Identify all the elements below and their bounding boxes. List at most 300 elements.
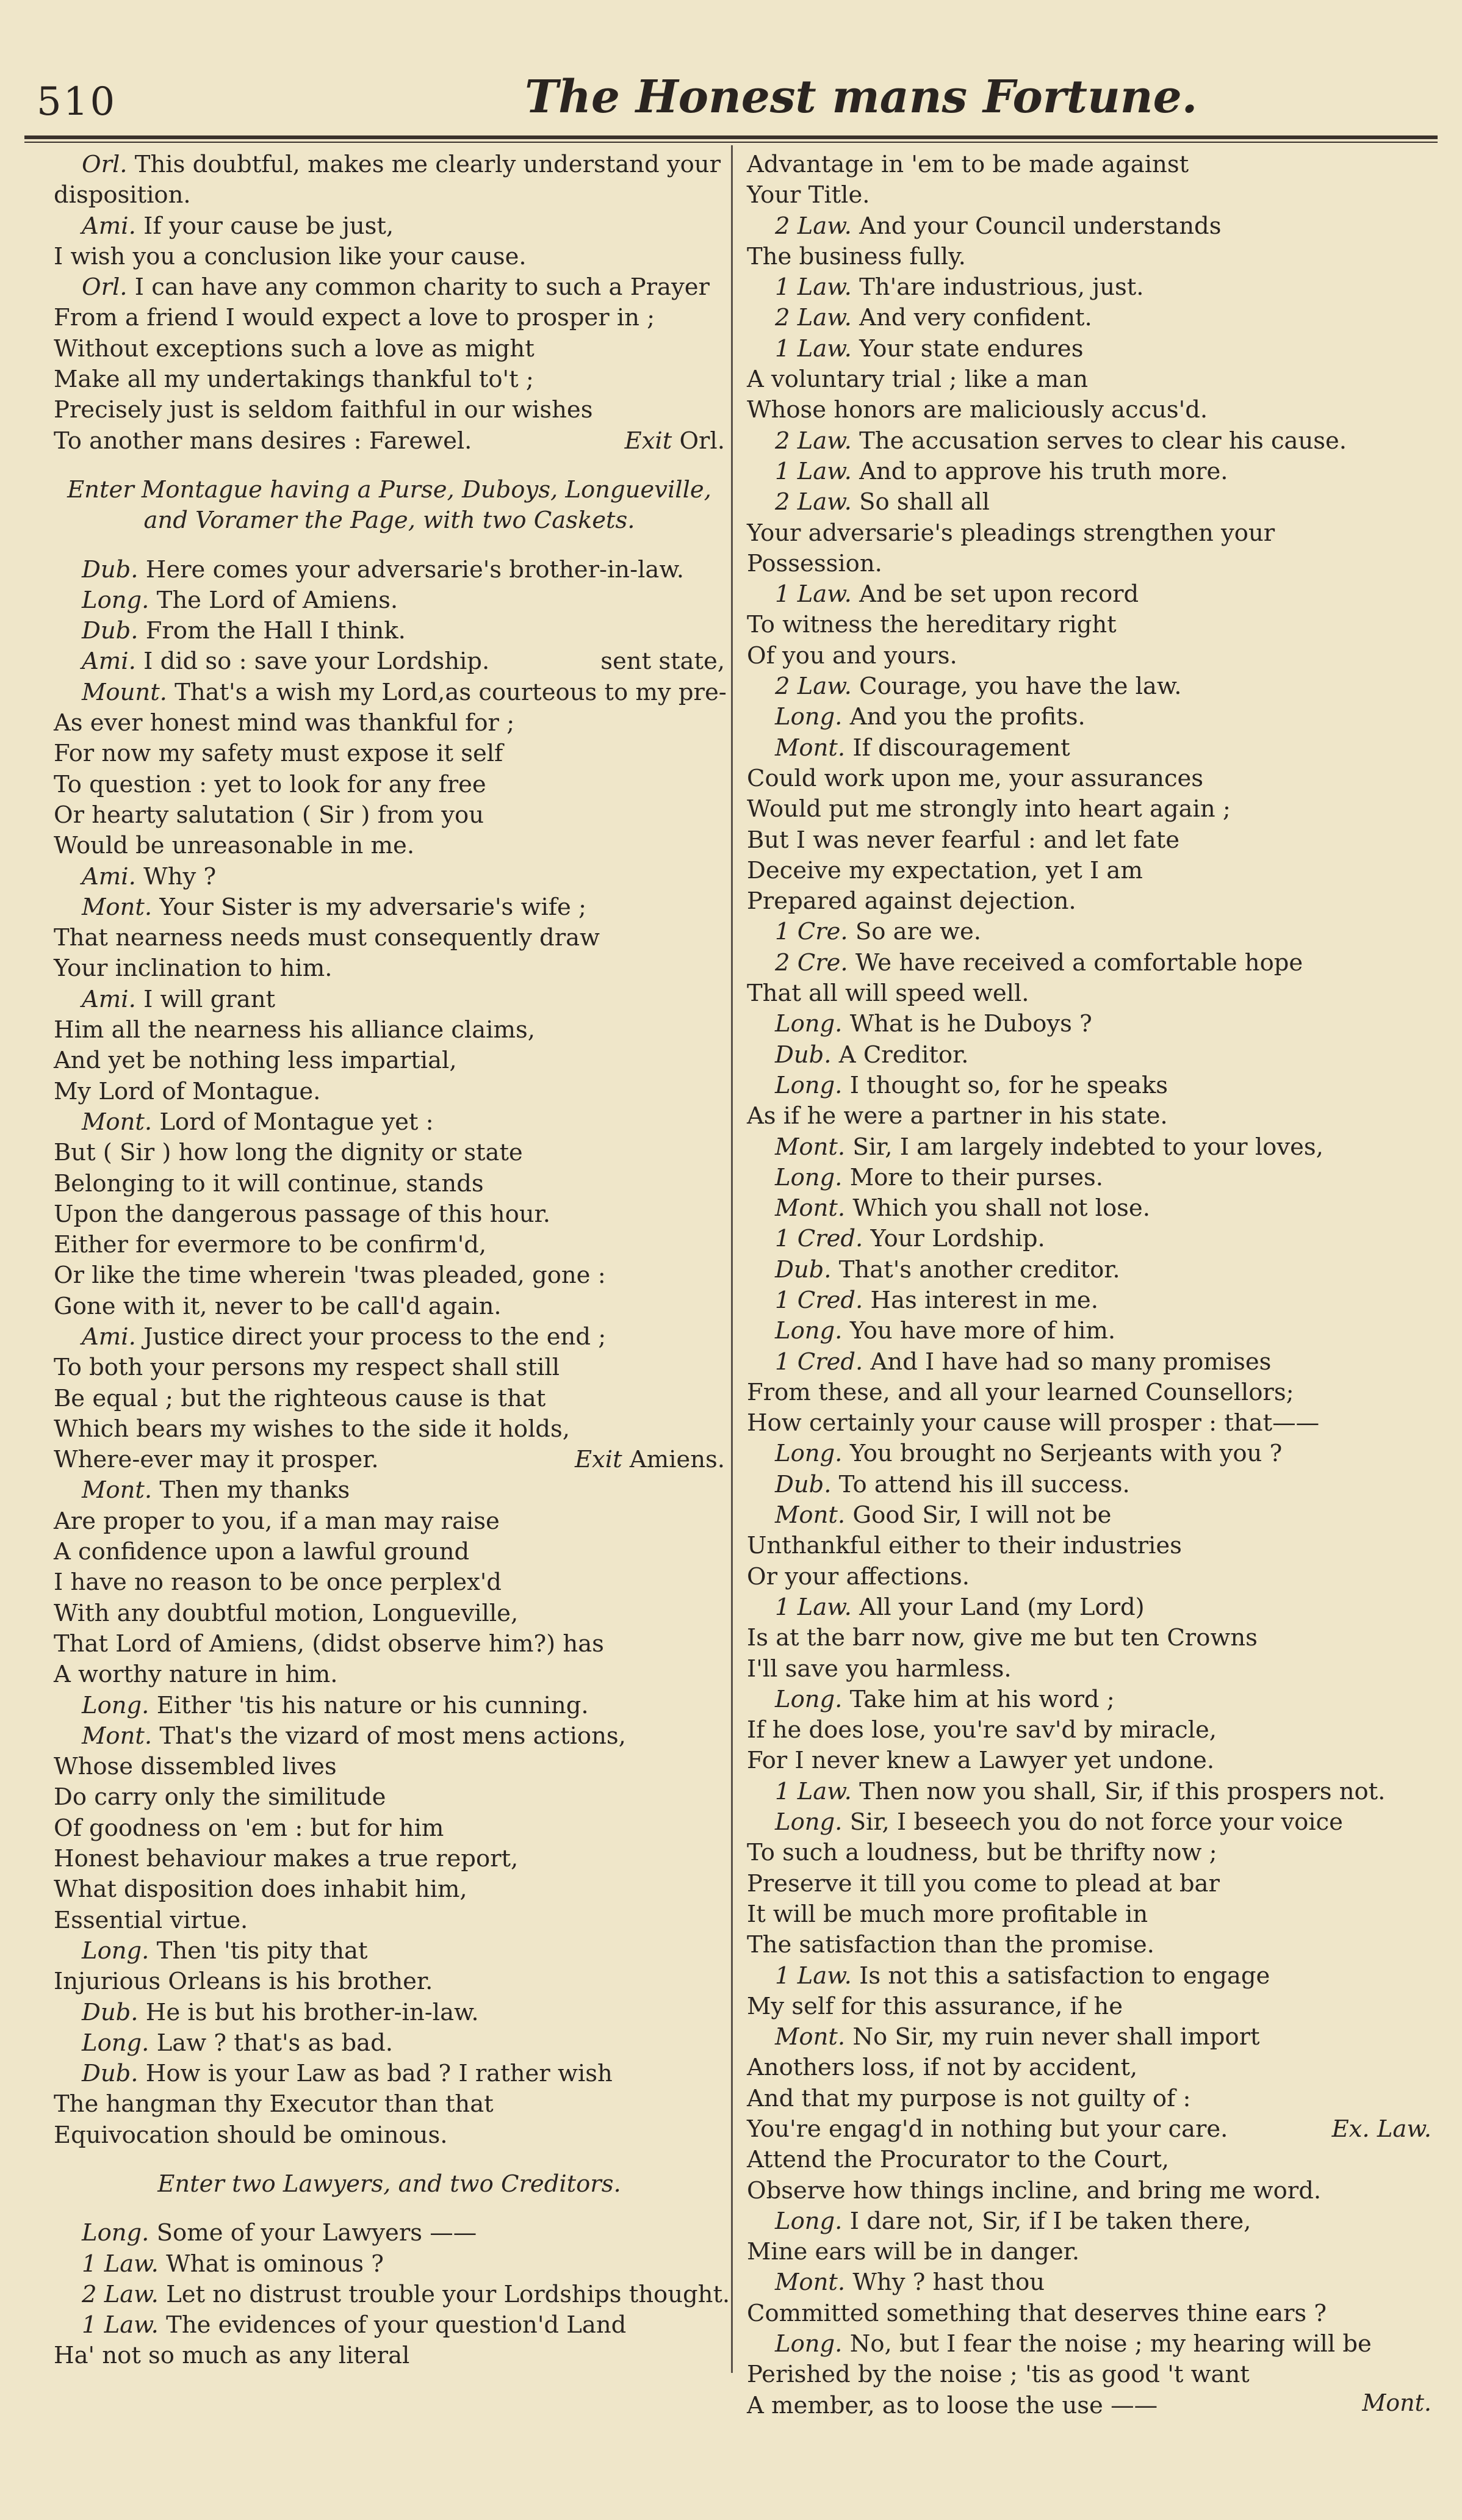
speech-text: To attend his ill success. bbox=[838, 1470, 1130, 1498]
speech-text: And to approve his truth more. bbox=[859, 457, 1228, 485]
verse-line bbox=[747, 1899, 1431, 1930]
left-column bbox=[54, 150, 730, 2372]
verse-text: For now my safety must expose it self bbox=[54, 740, 503, 768]
verse-line bbox=[54, 1966, 725, 1997]
verse-line bbox=[747, 886, 1431, 917]
exit-name: Amiens. bbox=[629, 1446, 725, 1474]
verse-line bbox=[54, 1230, 725, 1260]
speech-text: Then now you shall, Sir, if this prospers not. bbox=[859, 1777, 1386, 1805]
verse-text: Upon the dangerous passage of this hour. bbox=[54, 1200, 550, 1228]
speech-line bbox=[747, 1500, 1431, 1531]
stage-direction-text: and Voramer the Page, with two Caskets. bbox=[143, 507, 635, 535]
speech-line bbox=[747, 917, 1431, 947]
speech-line bbox=[747, 1193, 1431, 1224]
speech-text: And be set upon record bbox=[859, 580, 1139, 608]
speech-line bbox=[747, 1316, 1431, 1346]
verse-text: The business fully. bbox=[747, 242, 966, 270]
speaker-name: 1 Law. bbox=[775, 273, 852, 301]
verse-text: Prepared against dejection. bbox=[747, 887, 1076, 915]
speech-text: What is he Duboys ? bbox=[849, 1010, 1092, 1038]
verse-line bbox=[747, 518, 1431, 549]
verse-line bbox=[747, 1869, 1431, 1899]
speech-line bbox=[54, 646, 725, 677]
verse-text: The satisfaction than the promise. bbox=[747, 1931, 1154, 1959]
catchword: Mont. bbox=[1362, 2389, 1431, 2416]
speech-text: No, but I fear the noise ; my hearing will be bbox=[849, 2330, 1372, 2358]
speech-text: This doubtful, makes me clearly understand your bbox=[134, 151, 721, 178]
verse-text: What disposition does inhabit him, bbox=[54, 1876, 467, 1904]
verse-line bbox=[747, 856, 1431, 886]
verse-text: Of you and yours. bbox=[747, 641, 957, 670]
speaker-name: Long. bbox=[775, 1317, 843, 1345]
verse-text: Essential virtue. bbox=[54, 1906, 248, 1934]
speaker-name: 1 Law. bbox=[775, 1962, 852, 1990]
speech-line bbox=[54, 1475, 725, 1506]
verse-text: I have no reason to be once perplex'd bbox=[54, 1569, 502, 1597]
verse-line bbox=[747, 1654, 1431, 1684]
speech-text: Has interest in me. bbox=[870, 1286, 1098, 1314]
speech-line bbox=[54, 2310, 725, 2341]
speech-line bbox=[747, 334, 1431, 364]
speech-line bbox=[747, 2267, 1431, 2298]
verse-line bbox=[54, 334, 725, 364]
speaker-name: Ami. bbox=[82, 648, 136, 676]
verse-line bbox=[54, 395, 725, 425]
stanza-gap bbox=[54, 457, 725, 475]
speech-line bbox=[747, 1163, 1431, 1193]
speech-text: I did so : save your Lordship. bbox=[143, 648, 490, 676]
verse-line bbox=[54, 1414, 725, 1445]
speaker-name: Mont. bbox=[82, 893, 153, 921]
page-number: 510 bbox=[37, 79, 117, 125]
speaker-name: Long. bbox=[775, 1685, 843, 1713]
verse-line bbox=[54, 1260, 725, 1291]
speech-text: Your Lordship. bbox=[870, 1225, 1045, 1253]
speaker-name: 2 Law. bbox=[775, 427, 852, 455]
exit-direction bbox=[625, 426, 725, 457]
speaker-name: Orl. bbox=[82, 151, 128, 178]
speech-text: I dare not, Sir, if I be taken there, bbox=[849, 2207, 1251, 2235]
speech-line bbox=[747, 1777, 1431, 1807]
speaker-name: Mount. bbox=[82, 678, 167, 706]
speaker-name: 2 Cre. bbox=[775, 948, 848, 977]
verse-line bbox=[54, 1169, 725, 1199]
speaker-name: Long. bbox=[82, 586, 149, 614]
speech-text: And you the profits. bbox=[849, 703, 1086, 731]
speech-line bbox=[747, 1040, 1431, 1070]
speech-line bbox=[747, 579, 1431, 610]
verse-line bbox=[54, 1659, 725, 1690]
verse-line bbox=[54, 1506, 725, 1537]
speaker-name: 1 Law. bbox=[775, 1593, 852, 1621]
verse-text: The hangman thy Executor than that bbox=[54, 2090, 494, 2118]
speech-line bbox=[54, 2218, 725, 2248]
speech-line bbox=[747, 211, 1431, 242]
verse-line bbox=[747, 978, 1431, 1009]
verse-line bbox=[54, 1567, 725, 1598]
speech-line bbox=[747, 733, 1431, 764]
exit-direction bbox=[600, 646, 725, 677]
stage-direction-text: Enter Montague having a Purse, Duboys, Longueville, bbox=[67, 475, 711, 504]
speech-text: Your state endures bbox=[859, 334, 1084, 363]
speech-text: The accusation serves to clear his cause. bbox=[859, 427, 1347, 455]
speaker-name: Long. bbox=[775, 703, 843, 731]
header-rule bbox=[24, 135, 1438, 139]
exit-word: Exit bbox=[574, 1446, 622, 1474]
verse-text: That nearness needs must consequently draw bbox=[54, 924, 600, 952]
verse-text: Where-ever may it prosper. bbox=[54, 1446, 379, 1474]
verse-line bbox=[747, 1991, 1431, 2022]
speech-text: What is ominous ? bbox=[166, 2250, 384, 2278]
speaker-name: Dub. bbox=[82, 2060, 139, 2088]
verse-line bbox=[54, 953, 725, 984]
speech-text: Sir, I beseech you do not force your voice bbox=[849, 1808, 1343, 1836]
verse-text: Your Title. bbox=[747, 181, 870, 209]
speaker-name: 1 Law. bbox=[82, 2311, 159, 2339]
verse-line bbox=[54, 1905, 725, 1936]
speaker-name: Mont. bbox=[82, 1476, 153, 1504]
speech-line bbox=[747, 1807, 1431, 1838]
speech-text: So are we. bbox=[855, 918, 982, 946]
verse-text: To another mans desires : Farewel. bbox=[54, 427, 472, 455]
verse-text: Attend the Procurator to the Court, bbox=[747, 2146, 1170, 2174]
speech-line bbox=[747, 1470, 1431, 1500]
verse-text: A voluntary trial ; like a man bbox=[747, 366, 1089, 394]
speaker-name: 1 Cred. bbox=[775, 1286, 863, 1314]
speech-text: From the Hall I think. bbox=[145, 617, 406, 645]
verse-text: Could work upon me, your assurances bbox=[747, 764, 1204, 792]
speech-line bbox=[54, 1936, 725, 1966]
verse-text: Is at the barr now, give me but ten Crowns bbox=[747, 1624, 1258, 1652]
exit-word: Exit bbox=[624, 427, 672, 455]
right-column bbox=[747, 150, 1431, 2421]
speech-text: The Lord of Amiens. bbox=[156, 586, 398, 614]
speech-line bbox=[747, 1961, 1431, 1991]
speech-line bbox=[54, 677, 725, 708]
speech-text: We have received a comfortable hope bbox=[855, 948, 1303, 977]
speech-text: All your Land (my Lord) bbox=[859, 1593, 1145, 1621]
verse-text: A confidence upon a lawful ground bbox=[54, 1538, 470, 1566]
verse-text: Whose honors are maliciously accus'd. bbox=[747, 396, 1208, 424]
speech-text: If discouragement bbox=[852, 734, 1070, 762]
speech-text: Why ? hast thou bbox=[852, 2269, 1045, 2297]
verse-line bbox=[54, 1384, 725, 1414]
speech-text: The evidences of your question'd Land bbox=[166, 2311, 627, 2339]
column-divider bbox=[731, 145, 733, 2373]
verse-line bbox=[747, 2114, 1431, 2145]
speech-text: No Sir, my ruin never shall import bbox=[852, 2023, 1260, 2051]
verse-text: How certainly your cause will prosper : that—— bbox=[747, 1409, 1320, 1437]
verse-text: You're engag'd in nothing but your care. bbox=[747, 2115, 1228, 2143]
verse-line bbox=[747, 794, 1431, 825]
verse-line bbox=[747, 2052, 1431, 2083]
verse-text: It will be much more profitable in bbox=[747, 1900, 1148, 1928]
verse-text: Be equal ; but the righteous cause is that bbox=[54, 1384, 546, 1412]
speech-text: Take him at his word ; bbox=[849, 1685, 1115, 1713]
verse-line bbox=[747, 610, 1431, 640]
verse-text: From a friend I would expect a love to prosper in ; bbox=[54, 304, 655, 332]
exit-direction bbox=[575, 1445, 725, 1475]
speech-text: Then 'tis pity that bbox=[156, 1937, 368, 1965]
exit-name: Orl. bbox=[679, 427, 725, 455]
speaker-name: Long. bbox=[775, 1010, 843, 1038]
verse-line bbox=[54, 364, 725, 395]
speech-line bbox=[747, 1592, 1431, 1623]
speech-line bbox=[747, 1255, 1431, 1285]
verse-line bbox=[54, 426, 725, 457]
header-rule-thin bbox=[24, 142, 1438, 143]
speaker-name: Long. bbox=[775, 1071, 843, 1099]
speech-line bbox=[747, 702, 1431, 732]
verse-line bbox=[54, 770, 725, 800]
verse-line bbox=[54, 1291, 725, 1322]
verse-line bbox=[54, 831, 725, 861]
speech-text: He is but his brother-in-law. bbox=[145, 1998, 479, 2026]
verse-line bbox=[54, 923, 725, 953]
verse-text: I'll save you harmless. bbox=[747, 1655, 1012, 1683]
running-title: The Honest mans Fortune. bbox=[525, 71, 1198, 123]
verse-line bbox=[54, 1598, 725, 1629]
verse-line bbox=[747, 2084, 1431, 2114]
verse-text: To question : yet to look for any free bbox=[54, 770, 486, 798]
speech-text: Law ? that's as bad. bbox=[156, 2029, 393, 2057]
speech-text: Either 'tis his nature or his cunning. bbox=[156, 1691, 589, 1719]
speaker-name: Ami. bbox=[82, 985, 136, 1013]
verse-line bbox=[747, 549, 1431, 579]
speech-line bbox=[54, 2059, 725, 2089]
verse-text: Honest behaviour makes a true report, bbox=[54, 1845, 519, 1873]
speech-text: Courage, you have the law. bbox=[859, 673, 1182, 701]
verse-line bbox=[54, 1782, 725, 1813]
stage-direction bbox=[54, 505, 725, 536]
speaker-name: Mont. bbox=[82, 1722, 153, 1750]
speech-text: Why ? bbox=[143, 862, 217, 890]
speech-line bbox=[747, 1439, 1431, 1469]
speech-text: Justice direct your process to the end ; bbox=[143, 1323, 607, 1351]
verse-text: Committed something that deserves thine ears ? bbox=[747, 2299, 1327, 2327]
verse-text: Make all my undertakings thankful to't ; bbox=[54, 366, 534, 394]
verse-line bbox=[747, 2145, 1431, 2175]
verse-text: For I never knew a Lawyer yet undone. bbox=[747, 1747, 1215, 1775]
verse-line bbox=[747, 1746, 1431, 1776]
verse-line bbox=[54, 1077, 725, 1107]
speaker-name: Long. bbox=[82, 2219, 149, 2247]
speaker-name: Mont. bbox=[82, 1108, 153, 1136]
speech-text: I can have any common charity to such a Prayer bbox=[134, 273, 710, 301]
verse-line bbox=[747, 180, 1431, 211]
speech-text: I thought so, for he speaks bbox=[849, 1071, 1169, 1099]
verse-text: Possession. bbox=[747, 549, 882, 577]
speech-text: You have more of him. bbox=[849, 1317, 1116, 1345]
verse-text: To such a loudness, but be thrifty now ; bbox=[747, 1839, 1217, 1867]
verse-line bbox=[54, 1844, 725, 1874]
speech-text: Sir, I am largely indebted to your loves, bbox=[852, 1133, 1323, 1161]
verse-text: Anothers loss, if not by accident, bbox=[747, 2054, 1138, 2082]
speech-text: Your Sister is my adversarie's wife ; bbox=[159, 893, 587, 921]
verse-line bbox=[54, 1352, 725, 1383]
verse-line bbox=[54, 1445, 725, 1475]
verse-line bbox=[747, 1101, 1431, 1132]
verse-line bbox=[747, 1838, 1431, 1868]
speech-text: And your Council understands bbox=[859, 212, 1222, 240]
speaker-name: 1 Law. bbox=[775, 457, 852, 485]
speaker-name: Mont. bbox=[775, 1133, 846, 1161]
speaker-name: Mont. bbox=[775, 2023, 846, 2051]
speech-text: A Creditor. bbox=[838, 1041, 969, 1069]
verse-line bbox=[747, 1377, 1431, 1408]
speech-line bbox=[54, 1322, 725, 1352]
speaker-name: 2 Law. bbox=[775, 488, 852, 516]
verse-line bbox=[747, 825, 1431, 856]
speech-line bbox=[747, 1684, 1431, 1715]
speech-line bbox=[747, 948, 1431, 978]
verse-text: I wish you a conclusion like your cause. bbox=[54, 242, 527, 270]
speech-line bbox=[54, 1721, 725, 1752]
exit-direction bbox=[1332, 2114, 1431, 2145]
speech-text: That's a wish my Lord,as courteous to my pre- bbox=[175, 678, 727, 706]
verse-text: Unthankful either to their industries bbox=[747, 1532, 1182, 1560]
verse-text: A member, as to loose the use —— bbox=[747, 2391, 1158, 2419]
verse-line bbox=[54, 708, 725, 738]
verse-text: Would put me strongly into heart again ; bbox=[747, 795, 1231, 823]
speaker-name: Dub. bbox=[775, 1470, 832, 1498]
speaker-name: 1 Law. bbox=[82, 2250, 159, 2278]
speech-text: That's another creditor. bbox=[838, 1255, 1120, 1283]
verse-line bbox=[747, 764, 1431, 794]
speaker-name: 2 Law. bbox=[775, 212, 852, 240]
speech-line bbox=[747, 671, 1431, 702]
stanza-gap bbox=[54, 536, 725, 555]
speech-text: If your cause be just, bbox=[143, 212, 394, 240]
speech-line bbox=[54, 211, 725, 242]
verse-line bbox=[747, 2359, 1431, 2390]
verse-text: Your inclination to him. bbox=[54, 955, 333, 983]
verse-text: With any doubtful motion, Longueville, bbox=[54, 1599, 519, 1627]
verse-text: As ever honest mind was thankful for ; bbox=[54, 709, 515, 737]
speaker-name: Long. bbox=[82, 2029, 149, 2057]
verse-text: As if he were a partner in his state. bbox=[747, 1102, 1168, 1130]
speech-line bbox=[747, 1009, 1431, 1039]
speaker-name: Dub. bbox=[82, 617, 139, 645]
verse-text: Deceive my expectation, yet I am bbox=[747, 856, 1143, 884]
verse-text: My Lord of Montague. bbox=[54, 1077, 321, 1105]
stanza-gap bbox=[54, 2200, 725, 2218]
speech-line bbox=[747, 1285, 1431, 1316]
speech-line bbox=[54, 2249, 725, 2280]
verse-line bbox=[54, 242, 725, 272]
verse-line bbox=[747, 1715, 1431, 1746]
speaker-name: Mont. bbox=[775, 1194, 846, 1222]
exit-name: sent state, bbox=[600, 648, 725, 676]
speaker-name: Ami. bbox=[82, 212, 136, 240]
speech-line bbox=[54, 2028, 725, 2059]
speech-text: Th'are industrious, just. bbox=[859, 273, 1144, 301]
verse-line bbox=[747, 1408, 1431, 1439]
speaker-name: Dub. bbox=[775, 1041, 832, 1069]
speech-text: I will grant bbox=[143, 985, 275, 1013]
speech-line bbox=[54, 862, 725, 892]
verse-text: But I was never fearful : and let fate bbox=[747, 826, 1179, 854]
speech-text: More to their purses. bbox=[849, 1163, 1103, 1191]
verse-line bbox=[747, 1562, 1431, 1592]
verse-line bbox=[54, 1015, 725, 1045]
verse-line bbox=[54, 1537, 725, 1567]
verse-text: Whose dissembled lives bbox=[54, 1753, 337, 1781]
verse-text: Equivocation should be ominous. bbox=[54, 2121, 448, 2149]
verse-text: Or like the time wherein 'twas pleaded, gone : bbox=[54, 1262, 606, 1290]
verse-text: Would be unreasonable in me. bbox=[54, 832, 415, 860]
speech-line bbox=[747, 1070, 1431, 1101]
speech-text: So shall all bbox=[859, 488, 990, 516]
verse-text: Ha' not so much as any literal bbox=[54, 2342, 410, 2370]
verse-line bbox=[747, 2237, 1431, 2267]
verse-text: Preserve it till you come to plead at bar bbox=[747, 1869, 1220, 1897]
speech-line bbox=[54, 150, 725, 180]
speech-text: And I have had so many promises bbox=[870, 1348, 1272, 1376]
speech-text: Here comes your adversarie's brother-in-law. bbox=[145, 555, 685, 583]
speaker-name: 1 Cred. bbox=[775, 1225, 863, 1253]
verse-line bbox=[747, 1930, 1431, 1960]
speech-line bbox=[747, 272, 1431, 303]
speech-text: Is not this a satisfaction to engage bbox=[859, 1962, 1270, 1990]
speaker-name: 1 Cred. bbox=[775, 1348, 863, 1376]
stage-direction-text: Enter two Lawyers, and two Creditors. bbox=[157, 2170, 621, 2198]
speech-line bbox=[747, 2329, 1431, 2359]
verse-text: To witness the hereditary right bbox=[747, 611, 1117, 639]
verse-line bbox=[54, 1199, 725, 1230]
speech-line bbox=[747, 303, 1431, 333]
verse-line bbox=[747, 641, 1431, 671]
verse-line bbox=[54, 180, 725, 211]
speech-text: Which you shall not lose. bbox=[852, 1194, 1150, 1222]
speaker-name: Long. bbox=[775, 1163, 843, 1191]
verse-line bbox=[54, 2120, 725, 2151]
verse-line bbox=[54, 2089, 725, 2120]
stage-direction bbox=[54, 475, 725, 505]
speech-line bbox=[54, 585, 725, 616]
verse-text: Without exceptions such a love as might bbox=[54, 334, 535, 363]
verse-text: disposition. bbox=[54, 181, 191, 209]
verse-text: Belonging to it will continue, stands bbox=[54, 1169, 484, 1197]
verse-text: And that my purpose is not guilty of : bbox=[747, 2084, 1191, 2112]
verse-text: But ( Sir ) how long the dignity or state bbox=[54, 1139, 523, 1167]
speech-line bbox=[54, 892, 725, 923]
speaker-name: Orl. bbox=[82, 273, 128, 301]
speech-line bbox=[54, 1998, 725, 2028]
verse-text: If he does lose, you're sav'd by miracle, bbox=[747, 1716, 1217, 1744]
verse-line bbox=[54, 1045, 725, 1076]
speech-line bbox=[747, 487, 1431, 518]
verse-text: Advantage in 'em to be made against bbox=[747, 151, 1189, 178]
stanza-gap bbox=[54, 2151, 725, 2169]
speaker-name: 1 Law. bbox=[775, 580, 852, 608]
verse-text: Or your affections. bbox=[747, 1562, 970, 1590]
speech-line bbox=[54, 616, 725, 646]
exit-word: Ex. Law. bbox=[1331, 2115, 1431, 2143]
verse-text: Mine ears will be in danger. bbox=[747, 2238, 1080, 2266]
speaker-name: Mont. bbox=[775, 1501, 846, 1529]
verse-line bbox=[54, 1874, 725, 1905]
verse-text: And yet be nothing less impartial, bbox=[54, 1047, 457, 1075]
verse-line bbox=[747, 2391, 1431, 2421]
verse-line bbox=[54, 2341, 725, 2371]
speech-line bbox=[747, 426, 1431, 457]
verse-line bbox=[54, 1629, 725, 1659]
speaker-name: 1 Law. bbox=[775, 334, 852, 363]
verse-line bbox=[747, 395, 1431, 425]
verse-text: Him all the nearness his alliance claims, bbox=[54, 1016, 535, 1044]
verse-text: Precisely just is seldom faithful in our wishes bbox=[54, 396, 593, 424]
